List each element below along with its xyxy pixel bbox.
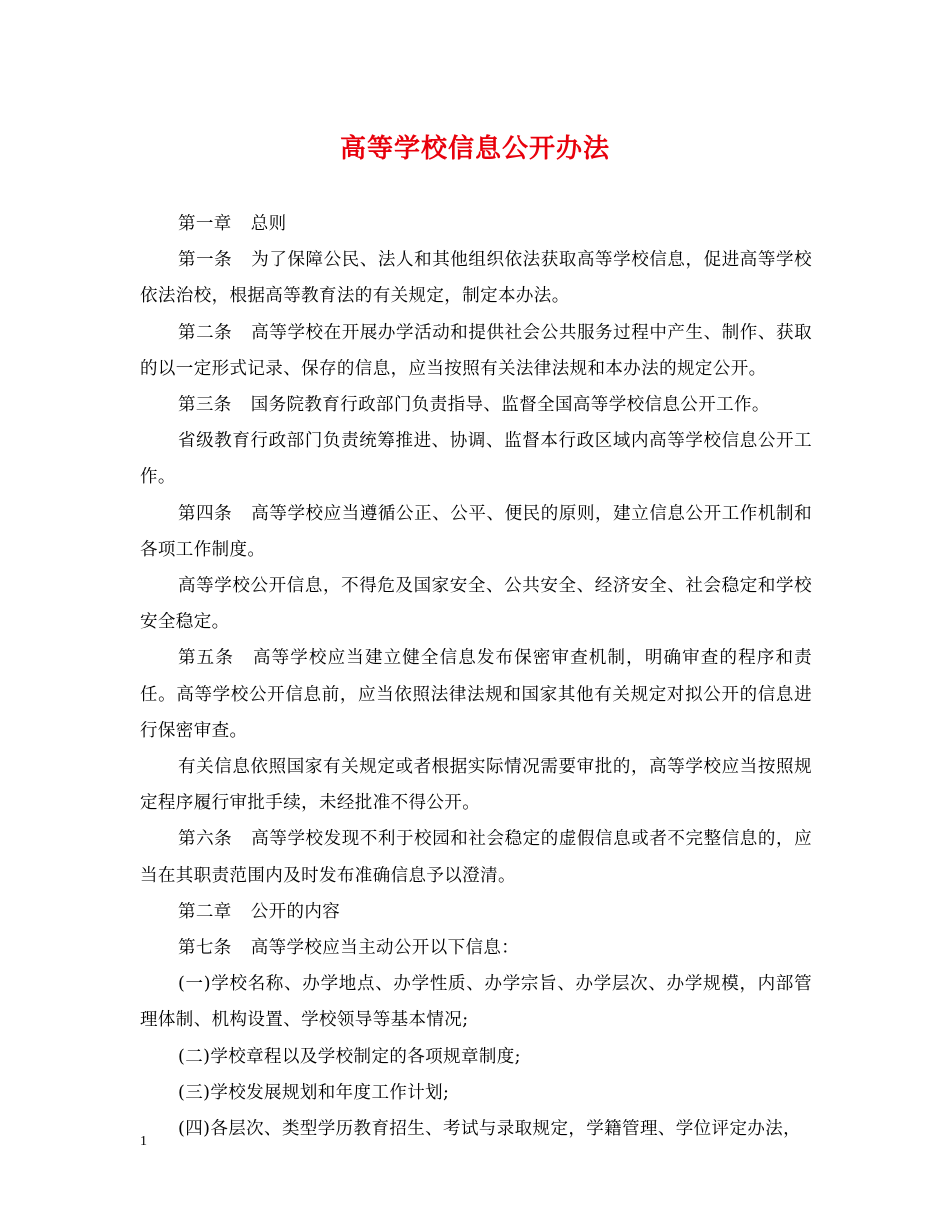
list-item	[140, 1039, 812, 1075]
paragraph-text: 国务院教育行政部门负责指导、监督全国高等学校信息公开工作。	[250, 395, 770, 416]
paragraph-text: 省级教育行政部门负责统筹推进、协调、监督本行政区域内高等学校信息公开工作。	[140, 431, 812, 488]
paragraph	[140, 568, 812, 640]
paragraph-text: (二)学校章程以及学校制定的各项规章制度;	[178, 1046, 521, 1067]
article-heading: 第三条	[178, 395, 232, 416]
paragraph-text: 高等学校应当遵循公正、公平、便民的原则，建立信息公开工作机制和各项工作制度。	[140, 503, 812, 560]
paragraph-text: 为了保障公民、法人和其他组织依法获取高等学校信息，促进高等学校依法治校，根据高等教育法的有关规定，制定本办法。	[140, 250, 812, 307]
paragraph-text: 高等学校发现不利于校园和社会稳定的虚假信息或者不完整信息的，应当在其职责范围内及时发布准确信息予以澄清。	[140, 829, 812, 886]
paragraph	[140, 423, 812, 495]
paragraph-text: 总则	[250, 214, 287, 234]
paragraph	[140, 242, 812, 314]
document-body	[140, 206, 812, 1147]
paragraph	[140, 640, 812, 749]
paragraph-text: 高等学校应当主动公开以下信息：	[250, 938, 520, 959]
paragraph-text: 高等学校在开展办学活动和提供社会公共服务过程中产生、制作、获取的以一定形式记录、保存的信息，应当按照有关法律法规和本办法的规定公开。	[140, 322, 812, 379]
article-heading: 第七条	[178, 938, 232, 959]
list-item	[140, 966, 812, 1038]
article-heading: 第二条	[178, 322, 233, 343]
paragraph-text: (一)学校名称、办学地点、办学性质、办学宗旨、办学层次、办学规模，内部管理体制、机构设置、学校领导等基本情况;	[140, 974, 812, 1031]
paragraph-text: (三)学校发展规划和年度工作计划;	[178, 1082, 450, 1103]
paragraph	[140, 387, 812, 423]
paragraph-text: 高等学校公开信息，不得危及国家安全、公共安全、经济安全、社会稳定和学校安全稳定。	[140, 576, 812, 633]
paragraph	[140, 206, 812, 242]
page-number: 1	[140, 1134, 147, 1149]
paragraph-text: 高等学校应当建立健全信息发布保密审查机制，明确审查的程序和责任。高等学校公开信息前，应当依照法律法规和国家其他有关规定对拟公开的信息进行保密审查。	[140, 648, 813, 741]
list-item	[140, 1075, 812, 1111]
paragraph	[140, 894, 812, 930]
article-heading: 第六条	[178, 829, 233, 850]
paragraph	[140, 315, 812, 387]
paragraph-text: 公开的内容	[250, 901, 341, 922]
paragraph	[140, 930, 812, 966]
article-heading: 第一章	[178, 214, 232, 234]
paragraph	[140, 496, 812, 568]
paragraph-text: 有关信息依照国家有关规定或者根据实际情况需要审批的，高等学校应当按照规定程序履行审批手续，未经批准不得公开。	[140, 757, 812, 814]
article-heading: 第一条	[178, 250, 233, 271]
article-heading: 第四条	[178, 503, 233, 524]
article-heading: 第五条	[178, 648, 234, 669]
list-item	[140, 1111, 812, 1147]
chapter-heading: 第二章	[178, 901, 232, 922]
page-title: 高等学校信息公开办法	[339, 134, 610, 164]
paragraph-text: (四)各层次、类型学历教育招生、考试与录取规定，学籍管理、学位评定办法，	[178, 1119, 802, 1140]
paragraph	[140, 821, 812, 893]
paragraph	[140, 749, 812, 821]
